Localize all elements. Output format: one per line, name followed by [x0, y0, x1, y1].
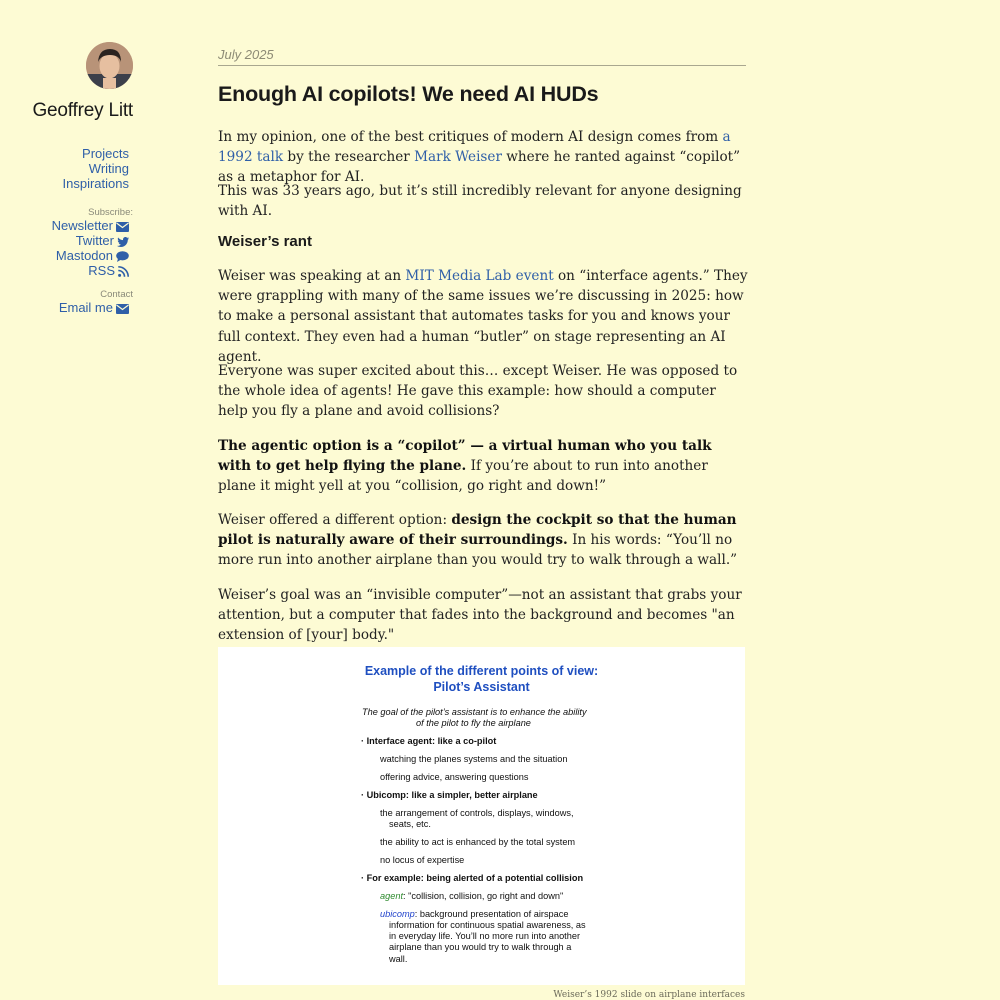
slide-bullet-1: · Interface agent: like a co-pilot — [361, 736, 497, 746]
mastodon-label: Mastodon — [55, 248, 113, 263]
slide-goal-1: The goal of the pilot’s assistant is to enhance the ability — [362, 707, 587, 717]
avatar-photo-icon — [86, 42, 133, 89]
p5-rest: If you’re about to run into another plane it might yell at you “collision, go right and down!” — [218, 458, 708, 495]
subscribe-label: Subscribe: — [88, 207, 133, 218]
slide-agent-label: agent — [380, 891, 403, 901]
p3-text-b: on “interface agents.” They were grappling with many of the same issues we’re discussing in 2025: how to make a personal assistant that automates tasks for you and knows your full context. They even had a human “butler” on stage representing an AI agent. — [218, 268, 748, 365]
rss-icon — [118, 266, 129, 277]
link-mit-media-lab-event[interactable]: MIT Media Lab event — [405, 268, 554, 284]
weiser-slide-image — [218, 647, 745, 985]
paragraph-3 — [218, 266, 748, 367]
slide-ubicomp-text-1: : background presentation of airspace — [414, 909, 569, 919]
paragraph-6 — [218, 510, 748, 571]
slide-bullet-2a-2: seats, etc. — [389, 819, 431, 829]
link-1992-talk[interactable]: a 1992 talk — [218, 129, 731, 166]
avatar[interactable] — [86, 42, 133, 89]
slide-agent-line — [380, 890, 563, 902]
contact-label: Contact — [100, 289, 133, 300]
paragraph-7: Weiser’s goal was an “invisible computer”—not an assistant that grabs your attention, but a computer that fades into the background and becomes "an extension of [your] body." — [218, 587, 742, 644]
envelope-icon — [116, 222, 129, 232]
contact-list — [0, 300, 129, 315]
slide-bullet-3: · For example: being alerted of a potential collision — [361, 873, 584, 883]
p3-text-a: Weiser was speaking at an — [218, 268, 406, 284]
slide-ubicomp-line-5: wall. — [389, 954, 408, 964]
twitter-label: Twitter — [75, 233, 114, 248]
slide-bullet-2: · Ubicomp: like a simpler, better airplane — [361, 790, 538, 800]
slide-bullet-2b: the ability to act is enhanced by the total system — [380, 837, 576, 847]
contact-email[interactable] — [0, 300, 129, 315]
p5-bold: The agentic option is a “copilot” — a virtual human who you talk with to get help flying the plane. — [218, 438, 712, 475]
slide-ubicomp-line-4: airplane than you would try to walk through a — [389, 942, 572, 952]
slide-title-line-1: Example of the different points of view: — [364, 664, 599, 678]
subscribe-twitter[interactable] — [0, 233, 129, 248]
paragraph-4: Everyone was super excited about this… except Weiser. He was opposed to the whole idea of agents! He gave this example: how should a computer help you fly a plane and avoid collisions? — [218, 363, 738, 420]
slide-bullet-1a: watching the planes systems and the situation — [380, 754, 568, 764]
p1-text-a: In my opinion, one of the best critiques of modern AI design comes from — [218, 129, 723, 145]
slide-bullet-1b: offering advice, answering questions — [380, 772, 529, 782]
p6-bold: design the cockpit so that the human pilot is naturally aware of their surroundings. — [218, 512, 737, 549]
slide-bullet-2a-1: the arrangement of controls, displays, windows, — [380, 808, 574, 818]
twitter-icon — [117, 237, 129, 247]
paragraph-2: This was 33 years ago, but it’s still incredibly relevant for anyone designing with AI. — [218, 183, 742, 220]
p6-text-a: Weiser offered a different option: — [218, 512, 452, 528]
envelope-icon — [116, 304, 129, 314]
slide-agent-text: : "collision, collision, go right and down" — [403, 891, 564, 901]
rss-label: RSS — [88, 263, 115, 278]
slide-title — [218, 663, 745, 695]
image-caption: Weiser’s 1992 slide on airplane interfaces — [553, 990, 745, 1000]
slide-ubicomp-line-2: information for continuous spatial awareness, as — [389, 920, 586, 930]
newsletter-label: Newsletter — [51, 218, 113, 233]
site-name[interactable]: Geoffrey Litt — [32, 100, 133, 121]
p6-text-b: In his words: “You’ll no more run into another airplane than you would try to walk through a wall.” — [218, 532, 738, 569]
nav-inspirations[interactable]: Inspirations — [62, 176, 129, 191]
slide-title-line-2: Pilot’s Assistant — [433, 680, 530, 694]
slide-ubicomp-label: ubicomp — [380, 909, 415, 919]
section-heading: Weiser’s rant — [218, 233, 312, 250]
post-date: July 2025 — [218, 47, 746, 66]
slide-ubicomp-line-3: in everyday life. You’ll no more run into another — [389, 931, 581, 941]
p1-text-c: where he ranted against “copilot” as a metaphor for AI. — [218, 149, 741, 186]
paragraph-5 — [218, 436, 748, 497]
paragraph-1 — [218, 127, 748, 188]
nav-projects[interactable]: Projects — [82, 146, 129, 161]
email-label: Email me — [58, 300, 113, 315]
subscribe-newsletter[interactable] — [0, 218, 129, 233]
post-title: Enough AI copilots! We need AI HUDs — [218, 82, 599, 106]
p1-text-b: by the researcher — [283, 149, 415, 166]
comment-icon — [116, 251, 129, 262]
subscribe-rss[interactable] — [0, 263, 129, 278]
link-mark-weiser[interactable]: Mark Weiser — [414, 149, 502, 166]
subscribe-mastodon[interactable] — [0, 248, 129, 263]
slide-goal-2: of the pilot to fly the airplane — [416, 718, 531, 728]
subscribe-list — [0, 218, 129, 278]
slide-bullet-2c: no locus of expertise — [380, 855, 465, 865]
nav-menu — [0, 146, 129, 191]
nav-writing[interactable]: Writing — [88, 161, 129, 176]
